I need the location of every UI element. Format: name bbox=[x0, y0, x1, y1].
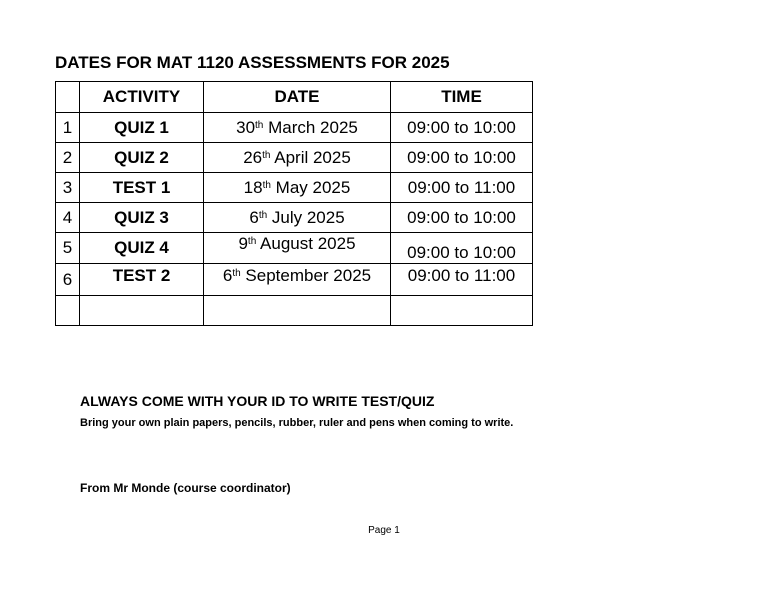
date-month-year: March 2025 bbox=[263, 117, 358, 137]
row-number: 1 bbox=[56, 113, 80, 143]
date-month-year: May 2025 bbox=[270, 177, 351, 197]
activity-cell: QUIZ 2 bbox=[80, 143, 204, 173]
row-number: 2 bbox=[56, 143, 80, 173]
activity-cell: TEST 2 bbox=[80, 264, 204, 296]
date-suffix: th bbox=[262, 179, 271, 191]
activity-cell: QUIZ 3 bbox=[80, 203, 204, 233]
date-day: 6 bbox=[222, 266, 233, 285]
date-suffix: th bbox=[255, 119, 264, 131]
date-cell bbox=[204, 113, 391, 143]
date-day: 30 bbox=[236, 117, 256, 137]
page-number: Page 1 bbox=[368, 525, 400, 536]
activity-cell: QUIZ 4 bbox=[80, 233, 204, 264]
date-cell bbox=[204, 233, 391, 264]
date-suffix: th bbox=[232, 268, 241, 279]
time-cell: 09:00 to 10:00 bbox=[391, 203, 533, 233]
empty-cell bbox=[80, 296, 204, 326]
table-row bbox=[56, 203, 533, 233]
date-suffix: th bbox=[247, 236, 257, 247]
date-day: 18 bbox=[243, 177, 263, 197]
table-row bbox=[56, 143, 533, 173]
date-day: 9 bbox=[238, 234, 248, 253]
header-date: DATE bbox=[204, 82, 391, 113]
date-month-year: September 2025 bbox=[240, 266, 372, 285]
id-notice: ALWAYS COME WITH YOUR ID TO WRITE TEST/QUIZ bbox=[80, 393, 435, 409]
empty-cell bbox=[204, 296, 391, 326]
table-row-empty bbox=[56, 296, 533, 326]
time-cell: 09:00 to 10:00 bbox=[391, 233, 533, 264]
date-month-year: July 2025 bbox=[267, 207, 345, 227]
empty-cell bbox=[391, 296, 533, 326]
header-number bbox=[56, 82, 80, 113]
activity-cell: QUIZ 1 bbox=[80, 113, 204, 143]
date-suffix: th bbox=[258, 209, 268, 221]
date-cell bbox=[204, 173, 391, 203]
date-suffix: th bbox=[262, 149, 271, 161]
date-cell bbox=[204, 143, 391, 173]
table-row bbox=[56, 264, 533, 296]
row-number: 4 bbox=[56, 203, 80, 233]
table-row bbox=[56, 233, 533, 264]
date-day: 6 bbox=[249, 207, 259, 227]
date-month-year: August 2025 bbox=[256, 234, 356, 253]
date-cell bbox=[204, 203, 391, 233]
table-row bbox=[56, 173, 533, 203]
date-month-year: April 2025 bbox=[270, 147, 351, 167]
from-coordinator: From Mr Monde (course coordinator) bbox=[80, 481, 291, 495]
time-cell: 09:00 to 10:00 bbox=[391, 143, 533, 173]
table-header-row bbox=[56, 82, 533, 113]
document-title: DATES FOR MAT 1120 ASSESSMENTS FOR 2025 bbox=[55, 53, 450, 72]
header-activity: ACTIVITY bbox=[80, 82, 204, 113]
row-number: 3 bbox=[56, 173, 80, 203]
date-day: 26 bbox=[243, 147, 263, 167]
table-row bbox=[56, 113, 533, 143]
row-number: 6 bbox=[56, 264, 80, 296]
activity-cell: TEST 1 bbox=[80, 173, 204, 203]
time-cell: 09:00 to 11:00 bbox=[391, 264, 533, 296]
row-number: 5 bbox=[56, 233, 80, 264]
assessment-schedule-table bbox=[55, 81, 533, 326]
time-cell: 09:00 to 11:00 bbox=[391, 173, 533, 203]
materials-instruction: Bring your own plain papers, pencils, rubber, ruler and pens when coming to write. bbox=[80, 417, 514, 429]
empty-cell bbox=[56, 296, 80, 326]
time-cell: 09:00 to 10:00 bbox=[391, 113, 533, 143]
date-cell bbox=[204, 264, 391, 296]
header-time: TIME bbox=[391, 82, 533, 113]
